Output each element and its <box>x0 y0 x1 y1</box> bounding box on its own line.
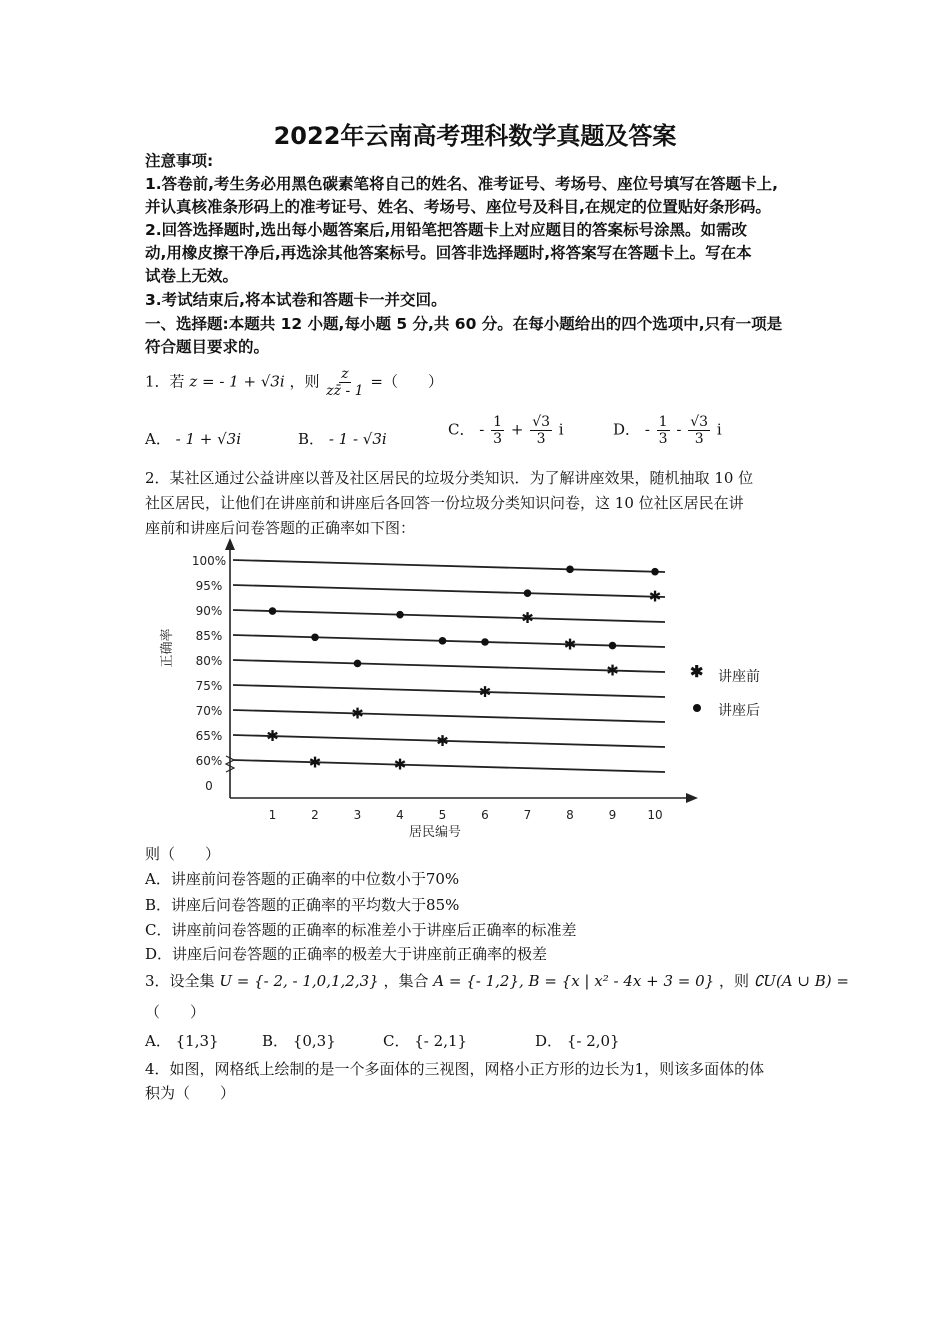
x-axis-arrow <box>686 793 698 803</box>
x-tick-label: 8 <box>566 808 574 822</box>
data-point-before: ✱ <box>436 731 449 750</box>
notice-line: 并认真核准条形码上的准考证号、姓名、考场号、座位号及科目,在规定的位置贴好条形码。 <box>145 198 771 216</box>
question-3 <box>145 970 849 992</box>
y-tick-label: 75% <box>195 679 223 693</box>
q1-option-d <box>613 414 722 447</box>
data-point-after <box>481 638 489 646</box>
frac-num: √3 <box>690 414 709 430</box>
page-title: 2022年云南高考理科数学真题及答案 <box>273 122 677 150</box>
option-sign: - <box>479 420 485 439</box>
question-1 <box>145 366 825 399</box>
legend-dot-icon <box>693 704 701 712</box>
frac-num: 1 <box>493 414 503 430</box>
question-4-line: 积为（ ） <box>145 1084 236 1102</box>
data-point-after <box>311 633 319 641</box>
x-axis-label: 居民编号 <box>408 825 462 838</box>
option-value: {1,3} <box>175 1032 219 1050</box>
option-i: i <box>558 420 564 439</box>
q1-fraction <box>326 366 363 399</box>
q3-prefix: 3．设全集 <box>145 972 215 990</box>
q1-frac-num: z <box>341 366 349 382</box>
y-axis-label: 正确率 <box>160 628 175 668</box>
question-2-line: 座前和讲座后问卷答题的正确率如下图： <box>145 519 416 537</box>
question-2-line: 2．某社区通过公益讲座以普及社区居民的垃圾分类知识．为了解讲座效果，随机抽取 10 位 <box>145 469 754 487</box>
notice-line: 2.回答选择题时,选出每小题答案后,用铅笔把答题卡上对应题目的答案标号涂黑。如需改 <box>145 221 747 239</box>
notice-line: 试卷上无效。 <box>145 267 239 285</box>
x-tick-label: 1 <box>268 808 277 822</box>
y-tick-label: 60% <box>195 754 223 768</box>
gridline <box>233 560 665 572</box>
y-tick-label: 100% <box>191 554 227 568</box>
gridline <box>233 760 665 772</box>
frac-num: √3 <box>532 414 551 430</box>
x-tick-label: 4 <box>396 808 404 822</box>
option-letter: A． <box>145 430 171 448</box>
q2-then: 则（ ） <box>145 845 221 863</box>
gridline <box>233 660 665 672</box>
option-letter: D． <box>535 1032 563 1050</box>
q3-universal-set: U = {- 2, - 1,0,1,2,3} <box>219 972 379 990</box>
legend-label-after: 讲座后 <box>718 703 760 719</box>
q2-option-a: A．讲座前问卷答题的正确率的中位数小于70% <box>145 870 460 888</box>
option-op: + <box>510 420 524 439</box>
data-point-after <box>439 637 447 645</box>
option-value: - 1 + √3i <box>175 430 242 448</box>
legend-star-icon: ✱ <box>690 662 704 681</box>
x-tick-label: 5 <box>438 808 447 822</box>
q1-suffix: =（ ） <box>370 372 443 391</box>
option-value: - 1 - √3i <box>328 430 387 448</box>
q3-mid2: ，则 <box>718 972 749 990</box>
gridline <box>233 685 665 697</box>
q1-mid: ，则 <box>289 372 320 391</box>
data-point-before: ✱ <box>351 704 364 723</box>
y-axis-arrow <box>225 538 235 550</box>
q2-option-c: C．讲座前问卷答题的正确率的标准差小于讲座后正确率的标准差 <box>145 921 577 939</box>
x-tick-label: 9 <box>608 808 617 822</box>
y-tick-label: 65% <box>195 729 223 743</box>
data-point-after <box>609 642 617 650</box>
legend-label-before: 讲座前 <box>718 669 760 685</box>
x-tick-label: 2 <box>311 808 319 822</box>
accuracy-chart <box>145 538 705 838</box>
data-point-before: ✱ <box>266 727 279 746</box>
x-tick-label: 7 <box>523 808 532 822</box>
option-value: {- 2,0} <box>566 1032 620 1050</box>
q3-option-a <box>145 1030 219 1051</box>
y-tick-label: 70% <box>195 704 223 718</box>
option-op: - <box>676 420 682 439</box>
q1-option-b <box>298 428 387 449</box>
data-point-after <box>269 607 277 615</box>
q3-sets: A = {- 1,2}, B = {x | x² - 4x + 3 = 0} <box>433 972 715 990</box>
frac-den: 3 <box>536 431 546 447</box>
y-tick-label: 95% <box>195 579 223 593</box>
q2-option-d: D．讲座后问卷答题的正确率的极差大于讲座前正确率的极差 <box>145 945 548 963</box>
option-letter: B． <box>262 1032 289 1050</box>
q3-option-c <box>383 1030 467 1051</box>
data-point-after <box>651 568 659 576</box>
q3-expression: ∁U(A ∪ B) = <box>753 972 849 990</box>
data-point-after <box>524 589 532 597</box>
notice-heading: 注意事项: <box>145 152 214 170</box>
data-point-before: ✱ <box>648 587 662 606</box>
gridline <box>233 585 665 597</box>
data-point-before: ✱ <box>308 753 322 772</box>
option-letter: C． <box>383 1032 410 1050</box>
y-tick-label: 90% <box>195 604 223 618</box>
frac-num: 1 <box>658 414 668 430</box>
frac-den: 3 <box>694 431 704 447</box>
gridline <box>233 710 665 722</box>
frac-den: 3 <box>658 431 668 447</box>
option-letter: B． <box>298 430 325 448</box>
x-tick-label: 10 <box>647 808 663 822</box>
q3-paren: （ ） <box>145 1003 206 1021</box>
y-tick-label: 0 <box>205 779 213 793</box>
x-tick-label: 6 <box>481 808 489 822</box>
x-tick-label: 3 <box>353 808 362 822</box>
q1-z-expr: z = - 1 + √3i <box>189 372 285 391</box>
q1-prefix: 1．若 <box>145 372 185 391</box>
gridline <box>233 635 665 647</box>
question-2-line: 社区居民，让他们在讲座前和讲座后各回答一份垃圾分类知识问卷，这 10 位社区居民在讲 <box>145 494 744 512</box>
option-sign: - <box>644 420 650 439</box>
data-point-before: ✱ <box>478 683 492 701</box>
q3-option-b <box>262 1030 336 1051</box>
data-point-after <box>396 611 404 619</box>
q3-mid: ，集合 <box>383 972 429 990</box>
section-heading: 符合题目要求的。 <box>145 338 270 356</box>
q1-option-a <box>145 428 241 449</box>
gridline <box>233 735 665 747</box>
notice-line: 3.考试结束后,将本试卷和答题卡一并交回。 <box>145 291 447 309</box>
data-point-before: ✱ <box>606 661 619 680</box>
data-point-before: ✱ <box>393 755 407 774</box>
notice-line: 动,用橡皮擦干净后,再选涂其他答案标号。回答非选择题时,将答案写在答题卡上。写在本 <box>145 244 752 262</box>
data-point-before: ✱ <box>521 609 534 628</box>
y-tick-label: 85% <box>195 629 223 643</box>
data-point-after <box>354 660 362 668</box>
option-letter: C． <box>448 420 475 439</box>
q2-option-b: B．讲座后问卷答题的正确率的平均数大于85% <box>145 896 460 914</box>
q3-option-d <box>535 1030 620 1051</box>
option-value: {- 2,1} <box>414 1032 468 1050</box>
q1-option-c <box>448 414 564 447</box>
question-4-line: 4．如图，网格纸上绘制的是一个多面体的三视图，网格小正方形的边长为1，则该多面体的体 <box>145 1060 765 1078</box>
option-letter: A． <box>145 1032 171 1050</box>
section-heading: 一、选择题:本题共 12 小题,每小题 5 分,共 60 分。在每小题给出的四个选项中,只有一项是 <box>145 315 783 333</box>
notice-line: 1.答卷前,考生务必用黑色碳素笔将自己的姓名、准考证号、考场号、座位号填写在答题卡上, <box>145 175 778 193</box>
data-point-before: ✱ <box>563 635 577 654</box>
q1-frac-den: zz̄ - 1 <box>326 383 364 399</box>
gridline <box>233 610 665 622</box>
data-point-after <box>566 566 574 574</box>
y-tick-label: 80% <box>195 654 223 668</box>
option-letter: D． <box>613 420 641 439</box>
option-value: {0,3} <box>292 1032 336 1050</box>
frac-den: 3 <box>493 431 503 447</box>
option-i: i <box>716 420 722 439</box>
